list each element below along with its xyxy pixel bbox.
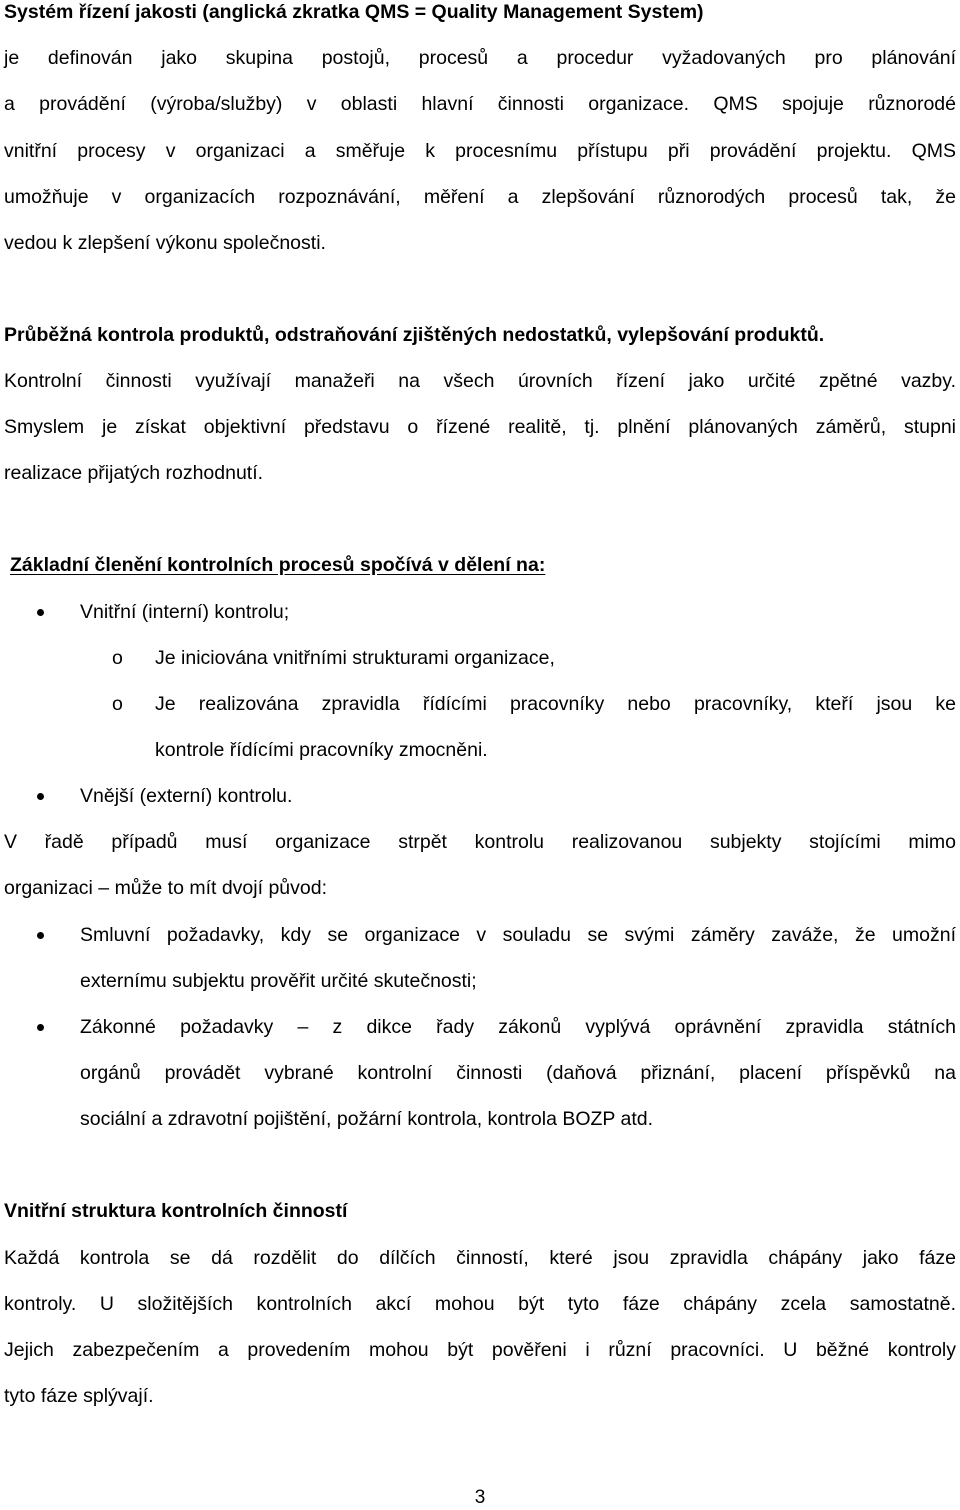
bullet-icon bbox=[37, 793, 44, 800]
origin-2-line-3: sociální a zdravotní pojištění, požární kontrola, kontrola BOZP atd. bbox=[80, 1108, 654, 1130]
origin-1-line-2: externímu subjektu prověřit určité skutečnosti; bbox=[80, 970, 477, 992]
division-para-line-1: V řadě případů musí organizace strpět kontrolu realizovanou subjekty stojícími mimo bbox=[4, 831, 956, 853]
origin-1-line-1: Smluvní požadavky, kdy se organizace v souladu se svými záměry zaváže, že umožní bbox=[80, 924, 956, 946]
control-line-1: Kontrolní činnosti využívají manažeři na všech úrovních řízení jako určité zpětné vazby. bbox=[4, 370, 956, 392]
circle-bullet-icon: o bbox=[112, 693, 123, 715]
structure-heading: Vnitřní struktura kontrolních činností bbox=[4, 1200, 348, 1222]
sub-item-1-line-1: Je iniciována vnitřními strukturami organizace, bbox=[155, 647, 555, 669]
origin-2-line-2: orgánů provádět vybrané kontrolní činnosti (daňová přiznání, placení příspěvků na bbox=[80, 1062, 956, 1084]
bullet-icon bbox=[37, 609, 44, 616]
qms-line-3: vnitřní procesy v organizaci a směřuje k procesnímu přístupu při provádění projektu. QMS bbox=[4, 140, 956, 162]
structure-line-4: tyto fáze splývají. bbox=[4, 1385, 154, 1407]
division-heading: Základní členění kontrolních procesů spočívá v dělení na: bbox=[10, 554, 546, 576]
page-number: 3 bbox=[474, 1487, 486, 1508]
structure-line-2: kontroly. U složitějších kontrolních akcí mohou být tyto fáze chápány zcela samostatně. bbox=[4, 1293, 956, 1315]
control-line-2: Smyslem je získat objektivní představu o řízené realitě, tj. plnění plánovaných záměrů, stupni bbox=[4, 416, 956, 438]
structure-line-3: Jejich zabezpečením a provedením mohou být pověřeni i různí pracovníci. U běžné kontroly bbox=[4, 1339, 956, 1361]
control-heading: Průběžná kontrola produktů, odstraňování zjištěných nedostatků, vylepšování produktů. bbox=[4, 324, 825, 346]
origin-2-line-1: Zákonné požadavky – z dikce řady zákonů vyplývá oprávnění zpravidla státních bbox=[80, 1016, 956, 1038]
bullet-external-text: Vnější (externí) kontrolu. bbox=[80, 785, 293, 807]
qms-line-4: umožňuje v organizacích rozpoznávání, měření a zlepšování různorodých procesů tak, že bbox=[4, 186, 956, 208]
division-para-line-2: organizaci – může to mít dvojí původ: bbox=[4, 877, 327, 899]
bullet-icon bbox=[37, 1024, 44, 1031]
qms-heading: Systém řízení jakosti (anglická zkratka QMS = Quality Management System) bbox=[4, 1, 704, 23]
circle-bullet-icon: o bbox=[112, 647, 123, 669]
qms-line-2: a provádění (výroba/služby) v oblasti hlavní činnosti organizace. QMS spojuje různorodé bbox=[4, 93, 956, 115]
structure-line-1: Každá kontrola se dá rozdělit do dílčích činností, které jsou zpravidla chápány jako fáze bbox=[4, 1247, 956, 1269]
qms-line-5: vedou k zlepšení výkonu společnosti. bbox=[4, 232, 326, 254]
bullet-internal-text: Vnitřní (interní) kontrolu; bbox=[80, 601, 290, 623]
qms-line-1: je definován jako skupina postojů, procesů a procedur vyžadovaných pro plánování bbox=[4, 47, 956, 69]
sub-item-2-line-2: kontrole řídícími pracovníky zmocněni. bbox=[155, 739, 488, 761]
control-line-3: realizace přijatých rozhodnutí. bbox=[4, 462, 264, 484]
bullet-icon bbox=[37, 932, 44, 939]
sub-item-2-line-1: Je realizována zpravidla řídícími pracovníky nebo pracovníky, kteří jsou ke bbox=[155, 693, 956, 715]
